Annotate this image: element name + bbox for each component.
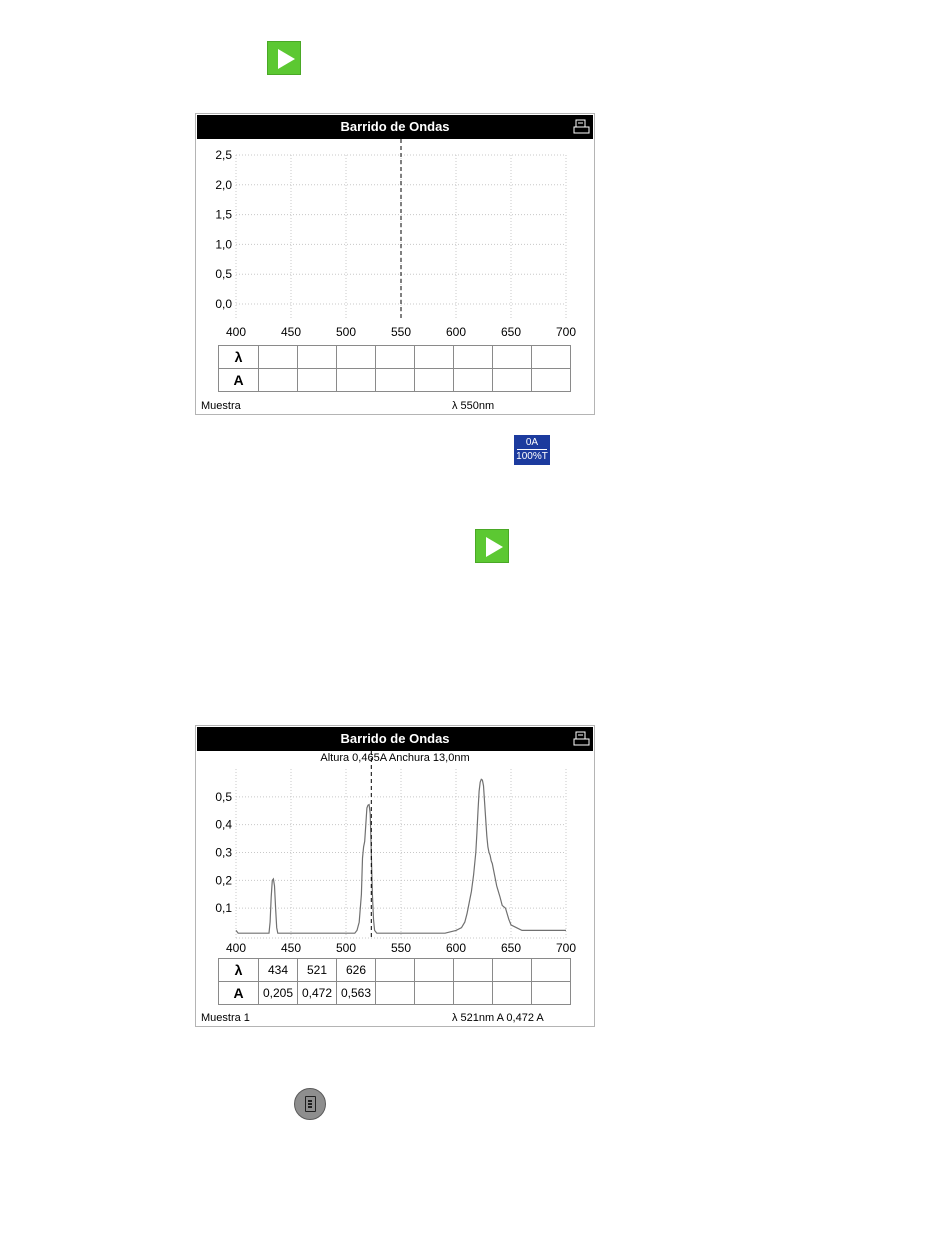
y-tick-label: 0,0 [215, 297, 232, 311]
absorbance-cell [415, 982, 454, 1005]
wavelength-scan-screen [195, 725, 595, 1027]
x-tick-label: 650 [500, 941, 522, 955]
absorbance-cell [493, 982, 532, 1005]
spectrum-chart [196, 139, 594, 344]
absorbance-row-label: A [219, 982, 259, 1005]
absorbance-cell [259, 369, 298, 392]
lambda-row-label: λ [219, 959, 259, 982]
wavelength-readout: λ 521nm A 0,472 A [452, 1012, 544, 1024]
y-tick-label: 2,5 [215, 148, 232, 162]
start-button[interactable] [267, 41, 301, 75]
print-icon[interactable] [573, 119, 590, 135]
screen-title: Barrido de Ondas [197, 115, 593, 139]
lambda-cell [454, 346, 493, 369]
lambda-cell [376, 346, 415, 369]
lambda-row-label: λ [219, 346, 259, 369]
play-icon [486, 537, 503, 557]
x-tick-label: 450 [280, 941, 302, 955]
lambda-cell [493, 959, 532, 982]
x-tick-label: 550 [390, 941, 412, 955]
unit-transmittance-label: 100%T [516, 451, 548, 462]
unit-divider [517, 449, 547, 450]
peak-table [218, 345, 571, 392]
y-tick-label: 0,5 [215, 789, 232, 804]
absorbance-cell [376, 369, 415, 392]
spectrum-chart [196, 751, 594, 956]
lambda-cell [376, 959, 415, 982]
x-tick-label: 700 [555, 325, 577, 339]
lambda-cell [298, 346, 337, 369]
x-tick-label: 650 [500, 325, 522, 339]
y-tick-label: 1,0 [215, 237, 232, 252]
screen-title: Barrido de Ondas [197, 727, 593, 751]
y-tick-label: 0,3 [215, 845, 232, 860]
print-icon[interactable] [573, 731, 590, 747]
menu-button[interactable] [294, 1088, 326, 1120]
absorbance-cell [298, 369, 337, 392]
absorbance-cell [532, 369, 571, 392]
x-tick-label: 400 [225, 941, 247, 955]
absorbance-cell [454, 982, 493, 1005]
lambda-cell [532, 959, 571, 982]
lambda-cell [454, 959, 493, 982]
unit-toggle-button[interactable] [514, 435, 550, 465]
sample-status: Muestra 1 [201, 1012, 250, 1024]
wavelength-readout: λ 550nm [452, 400, 495, 412]
unit-absorbance-label: 0A [525, 437, 539, 448]
absorbance-cell [337, 369, 376, 392]
start-button[interactable] [475, 529, 509, 563]
document-icon [305, 1096, 316, 1112]
wavelength-scan-screen [195, 113, 595, 415]
absorbance-cell [493, 369, 532, 392]
lambda-cell [493, 346, 532, 369]
y-tick-label: 0,1 [215, 901, 232, 916]
x-tick-label: 450 [280, 325, 302, 339]
absorbance-cell: 0,563 [337, 982, 376, 1005]
x-tick-label: 600 [445, 325, 467, 339]
absorbance-cell: 0,205 [259, 982, 298, 1005]
lambda-cell [415, 959, 454, 982]
lambda-cell [532, 346, 571, 369]
x-tick-label: 550 [390, 325, 412, 339]
y-tick-label: 0,2 [215, 873, 232, 888]
x-tick-label: 600 [445, 941, 467, 955]
peak-table [218, 958, 571, 1005]
y-tick-label: 0,5 [215, 267, 232, 282]
y-tick-label: 0,4 [215, 817, 232, 832]
lambda-cell [415, 346, 454, 369]
absorbance-cell [532, 982, 571, 1005]
absorbance-cell [376, 982, 415, 1005]
lambda-cell: 521 [298, 959, 337, 982]
play-icon [278, 49, 295, 69]
y-tick-label: 2,0 [215, 177, 232, 192]
lambda-cell: 434 [259, 959, 298, 982]
absorbance-cell [454, 369, 493, 392]
absorbance-cell: 0,472 [298, 982, 337, 1005]
x-tick-label: 400 [225, 325, 247, 339]
lambda-cell [259, 346, 298, 369]
lambda-cell: 626 [337, 959, 376, 982]
x-tick-label: 500 [335, 325, 357, 339]
absorbance-cell [415, 369, 454, 392]
absorbance-row-label: A [219, 369, 259, 392]
sample-status: Muestra [201, 400, 241, 412]
x-tick-label: 700 [555, 941, 577, 955]
lambda-cell [337, 346, 376, 369]
peak-info: Altura 0,465A Anchura 13,0nm [320, 752, 470, 764]
y-tick-label: 1,5 [215, 207, 232, 222]
x-tick-label: 500 [335, 941, 357, 955]
